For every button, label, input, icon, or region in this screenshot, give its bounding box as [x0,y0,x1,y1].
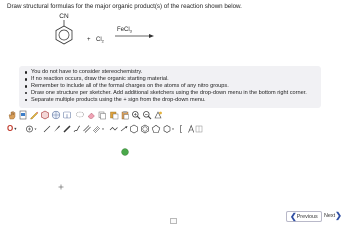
reaction-scheme [0,0,350,64]
wedge-bond-icon[interactable] [52,124,62,134]
chain-icon[interactable] [109,124,119,134]
question-text: Draw structural formulas for the major organic product(s) of the reaction shown below. [7,3,242,10]
chevron-left-icon: ❮ [290,212,297,221]
zoom-out-icon[interactable] [142,110,152,120]
double-bond-icon[interactable] [82,124,92,134]
new-document-icon[interactable] [18,110,28,120]
ring-dropdown-icon[interactable] [162,124,176,134]
instruction-item: If no reaction occurs, draw the organic starting material. [31,76,321,83]
next-label: Next [324,213,336,219]
crosshair-icon [58,184,64,190]
next-button[interactable] [322,211,342,220]
lasso-icon[interactable] [75,110,85,120]
instructions-box [19,66,321,108]
pentagon-ring-icon[interactable] [151,124,161,134]
atom-select-dropdown[interactable]: O ▾ [7,124,17,133]
sketcher-toolbar-top [7,110,247,122]
sketcher-toolbar-bottom [7,124,247,136]
text-tool-icon[interactable] [187,124,195,134]
zoom-in-icon[interactable] [131,110,141,120]
bracket-icon[interactable] [179,124,187,134]
instruction-item: Draw one structure per sketcher. Add additional sketchers using the drop-down menu in the bottom right corner. [31,90,321,97]
ring-template-icon[interactable] [40,110,50,120]
plus-sign: + [87,37,91,43]
bold-bond-icon[interactable] [62,124,72,134]
eraser-icon[interactable] [86,110,96,120]
svg-text:[]: [] [65,112,69,118]
arrow-icon[interactable] [119,124,129,134]
instruction-item: Separate multiple products using the + sign from the drop-down menu. [31,97,321,104]
status-indicator-icon [121,148,129,156]
hexagon-ring-icon[interactable] [129,124,139,134]
atom-label: O [7,124,14,133]
benzonitrile-structure [56,13,72,44]
copy-tool-icon[interactable] [109,110,119,120]
benzene-ring [56,26,72,44]
single-bond-icon[interactable] [42,124,52,134]
chevron-right-icon: ❯ [335,211,342,220]
pencil-icon[interactable] [29,110,39,120]
template-grid-icon[interactable] [51,110,61,120]
triple-bond-dropdown-icon[interactable] [92,124,106,134]
charge-dropdown-icon[interactable] [25,124,39,134]
reagent-formula: $Cl_2$ [96,37,104,44]
cleanup-icon[interactable] [153,110,163,120]
periodic-table-icon[interactable] [195,124,203,134]
wavy-bond-icon[interactable] [72,124,82,134]
aromatic-circle [59,30,69,40]
instruction-item: Remember to include all of the formal charges on the atoms of any nitro groups. [31,83,321,90]
paste-icon[interactable] [120,110,130,120]
benzene-ring-icon[interactable] [140,124,150,134]
previous-label: Previous [296,214,318,220]
sketcher-canvas[interactable] [7,138,177,222]
group-icon[interactable] [62,110,72,120]
copy-icon[interactable] [97,110,107,120]
reaction-arrowhead [149,34,154,38]
canvas-resize-handle[interactable] [170,218,177,224]
catalyst-formula: FeCl$_3$ [117,27,132,34]
instruction-item: You do not have to consider stereochemistry. [31,69,321,76]
instructions-list [19,66,321,104]
hand-pan-icon[interactable] [7,110,17,120]
cyano-substituent-label: CN [59,13,69,20]
previous-button[interactable] [286,211,322,222]
